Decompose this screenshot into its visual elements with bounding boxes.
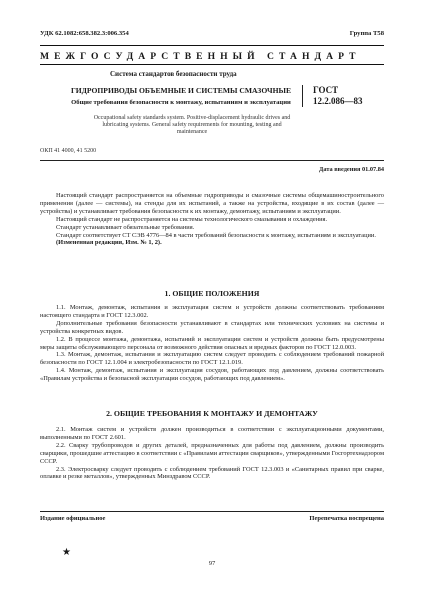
document-subtitle: Общие требования безопасности к монтажу, испытаниям и эксплуатации xyxy=(71,99,291,106)
intro-paragraph: Настоящий стандарт не распространяется на системы технологического смазывания и охлаждения. xyxy=(56,215,328,223)
section-2-text xyxy=(40,426,384,481)
section-paragraph: Дополнительные требования безопасности устанавливают в стандартах или технических условиях на системы и устройства конкретных видов. xyxy=(40,319,384,335)
amendment-note: (Измененная редакция, Изм. № 1, 2). xyxy=(56,239,162,247)
section-1-heading: 1. ОБЩИЕ ПОЛОЖЕНИЯ xyxy=(164,289,260,298)
section-2-heading: 2. ОБЩИЕ ТРЕБОВАНИЯ К МОНТАЖУ И ДЕМОНТАЖУ xyxy=(106,409,318,418)
banner-bottom-rule xyxy=(40,64,384,65)
header-divider xyxy=(40,160,384,161)
banner-top-rule xyxy=(40,45,384,46)
okp-code: ОКП 41 4000, 41 5200 xyxy=(40,148,97,154)
intro-paragraph: Стандарт соответствует СТ СЭВ 4776—84 в части требований безопасности к монтажу, испытаниям и эксплуатации. xyxy=(56,231,376,239)
section-paragraph: 1.4. Монтаж, демонтаж, испытания и эксплуатация сосудов, работающих под давлением, должны соответствовать «Правилам устройства и безопасной эксплуатации сосудов, работающих под давлением». xyxy=(40,367,384,383)
gost-label: ГОСТ xyxy=(313,85,339,95)
document-title: ГИДРОПРИВОДЫ ОБЪЕМНЫЕ И СИСТЕМЫ СМАЗОЧНЫЕ xyxy=(70,86,292,95)
intro-paragraph: Настоящий стандарт распространяется на объемные гидроприводы и смазочные системы общемашиностроительного применения (далее — системы), на стенды для их испытаний, а также на устройства, входящие в их состав (далее — устройства) и устанавливает требования безопасности к их монтажу, демонтажу, испытаниям и эксплуатации. xyxy=(40,192,384,215)
standards-system: Система стандартов безопасности труда xyxy=(110,70,237,78)
group-code: Группа Т58 xyxy=(349,30,384,37)
section-1-text xyxy=(40,304,384,383)
gost-number: 12.2.086—83 xyxy=(313,96,363,106)
reprint-prohibited: Перепечатка воспрещена xyxy=(309,515,384,522)
section-paragraph: 1.2. В процессе монтажа, демонтажа, испытаний и эксплуатации систем и устройств должны быть предусмотрены меры защиты обслуживающего персонала от возможного действия опасных и вредных факторов по ГОСТ 12.0.003. xyxy=(40,335,384,351)
intro-paragraph: Стандарт устанавливает обязательные требования. xyxy=(56,223,195,231)
udk-code: УДК 62.1082:658.382.3:006.354 xyxy=(40,30,129,37)
intro-text xyxy=(40,192,384,247)
standard-banner: МЕЖГОСУДАРСТВЕННЫЙ СТАНДАРТ xyxy=(40,51,361,62)
page-number: 97 xyxy=(208,560,216,567)
introduction-date: Дата введения 01.07.84 xyxy=(319,166,384,173)
gost-number-block xyxy=(302,85,385,107)
section-paragraph: 1.1. Монтаж, демонтаж, испытания и эксплуатация систем и устройств должны соответствовать требованиям настоящего стандарта и ГОСТ 12.3.002. xyxy=(40,304,384,319)
section-paragraph: 2.2. Сварку трубопроводов и других деталей, предназначенных для работы под давлением, должны производить сварщики, прошедшие аттестацию в соответствии с «Правилами аттестации сварщиков», утвержденными Госгортехнадзором СССР. xyxy=(40,441,384,465)
official-edition: Издание официальное xyxy=(40,515,106,522)
section-paragraph: 2.1. Монтаж систем и устройств должен производиться в соответствии с эксплуатационными документами, выполненными по ГОСТ 2.601. xyxy=(40,426,384,441)
english-title: Occupational safety standards system. Positive-displacement hydraulic drives and lubricating systems. General safety requirements for mounting, testing and maintenance xyxy=(93,115,291,136)
star-icon: ★ xyxy=(62,547,71,558)
section-paragraph: 1.3. Монтаж, демонтаж, испытания и эксплуатацию систем следует проводить с соблюдением требований пожарной безопасности по ГОСТ 12.1.004 и электробезопасности по ГОСТ 12.1.019. xyxy=(40,351,384,367)
footer-rule xyxy=(40,511,384,512)
section-paragraph: 2.3. Электросварку следует проводить с соблюдением требований ГОСТ 12.3.003 и «Санитарных правил при сварке, оплавке и резке металлов», утвержденных Минздравом СССР. xyxy=(40,465,384,481)
